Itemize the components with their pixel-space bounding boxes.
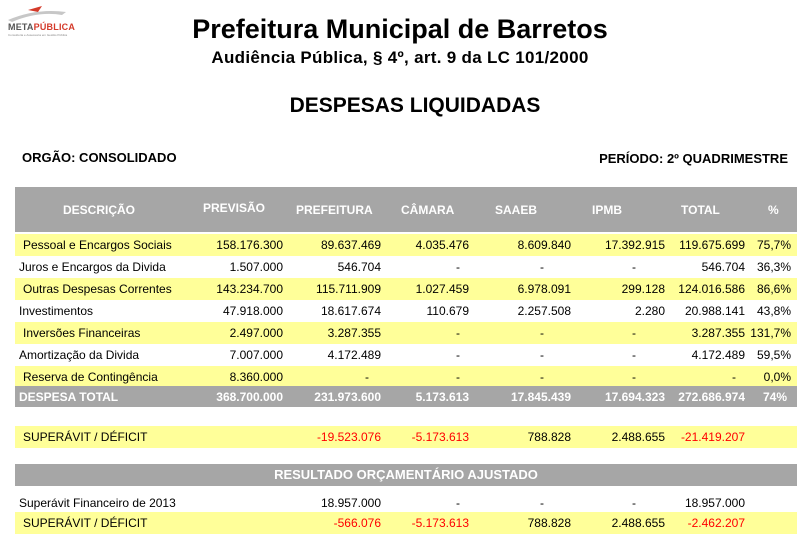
cell-descricao: Outras Despesas Correntes	[23, 282, 172, 296]
cell-total: -2.462.207	[687, 516, 745, 530]
cell-prefeitura: -566.076	[333, 516, 381, 530]
cell-descricao: SUPERÁVIT / DÉFICIT	[23, 516, 148, 530]
cell-descricao: SUPERÁVIT / DÉFICIT	[23, 430, 148, 444]
cell-prefeitura: 231.973.600	[314, 390, 381, 404]
cell-total: -21.419.207	[680, 430, 745, 444]
cell-ipmb: 2.488.655	[611, 516, 665, 530]
cell-saaeb: 6.978.091	[517, 282, 571, 296]
col-total: TOTAL	[681, 203, 720, 217]
cell-ipmb: -	[632, 348, 636, 362]
cell-ipmb: 2.488.655	[611, 430, 665, 444]
cell-ipmb: -	[632, 370, 636, 384]
page-subtitle: Audiência Pública, § 4º, art. 9 da LC 101/2000	[211, 48, 589, 67]
cell-total: 4.172.489	[691, 348, 745, 362]
cell-prefeitura: 18.957.000	[320, 496, 381, 510]
cell-saaeb: 8.609.840	[517, 238, 571, 252]
cell-prefeitura: 3.287.355	[327, 326, 381, 340]
table-row	[15, 492, 797, 514]
cell-saaeb: 2.257.508	[517, 304, 571, 318]
cell-camara: 110.679	[426, 304, 469, 318]
cell-descricao: Investimentos	[19, 304, 94, 318]
cell-camara: -	[456, 260, 460, 274]
cell-ipmb: 2.280	[634, 304, 665, 318]
cell-descricao: Superávit Financeiro de 2013	[19, 496, 176, 510]
total-row	[15, 386, 797, 407]
cell-pct: 75,7%	[756, 238, 791, 252]
cell-camara: -	[456, 348, 460, 362]
cell-camara: -	[456, 370, 460, 384]
cell-pct: 131,7%	[750, 326, 791, 340]
cell-previsao: 8.360.000	[229, 370, 283, 384]
logo-wordmark: METAPÚBLICA	[8, 22, 76, 32]
cell-prefeitura: 115.711.909	[316, 282, 381, 296]
cell-camara: -	[456, 326, 460, 340]
table-row	[15, 344, 797, 366]
cell-camara: 4.035.476	[415, 238, 469, 252]
table-row	[15, 322, 797, 344]
cell-pct: 43,8%	[756, 304, 791, 318]
col-ipmb: IPMB	[592, 203, 622, 217]
cell-total: 124.016.586	[678, 282, 745, 296]
cell-descricao: Pessoal e Encargos Sociais	[23, 238, 172, 252]
logo-tagline: Consultoria e Assessoria em Gestão Pública	[8, 33, 68, 37]
cell-previsao: 7.007.000	[229, 348, 283, 362]
cell-prefeitura: 89.637.469	[320, 238, 381, 252]
periodo-label: PERÍODO: 2º QUADRIMESTRE	[599, 151, 788, 166]
cell-total: 20.988.141	[684, 304, 745, 318]
cell-descricao: Reserva de Contingência	[23, 370, 158, 384]
cell-prefeitura: 4.172.489	[327, 348, 381, 362]
page-title: Prefeitura Municipal de Barretos	[192, 14, 608, 44]
cell-saaeb: 788.828	[527, 516, 571, 530]
cell-prefeitura: 18.617.674	[320, 304, 381, 318]
cell-previsao: 143.234.700	[216, 282, 283, 296]
orgao-label: ORGÃO: CONSOLIDADO	[22, 150, 177, 165]
cell-total: -	[732, 370, 736, 384]
cell-saaeb: -	[540, 496, 544, 510]
cell-prefeitura: -19.523.076	[316, 430, 381, 444]
cell-saaeb: 17.845.439	[510, 390, 571, 404]
cell-pct: 86,6%	[756, 282, 791, 296]
table-header	[15, 187, 797, 232]
cell-prefeitura: 546.704	[337, 260, 381, 274]
cell-descricao: DESPESA TOTAL	[19, 390, 119, 404]
cell-ipmb: -	[632, 496, 636, 510]
col-descricao: DESCRIÇÃO	[63, 203, 136, 217]
cell-pct: 0,0%	[763, 370, 791, 384]
cell-camara: -5.173.613	[411, 430, 469, 444]
ajustado-title: RESULTADO ORÇAMENTÁRIO AJUSTADO	[15, 464, 797, 486]
col-pct: %	[768, 203, 779, 217]
cell-saaeb: 788.828	[527, 430, 571, 444]
col-previsao: PREVISÃO	[203, 201, 266, 215]
table-row	[15, 300, 797, 322]
cell-saaeb: -	[540, 326, 544, 340]
cell-pct: 74%	[762, 390, 787, 404]
cell-pct: 59,5%	[756, 348, 791, 362]
cell-previsao: 1.507.000	[229, 260, 283, 274]
cell-ipmb: 17.694.323	[604, 390, 665, 404]
table-row	[15, 278, 797, 300]
cell-saaeb: -	[540, 348, 544, 362]
superavit-row	[15, 426, 797, 448]
cell-camara: 1.027.459	[415, 282, 469, 296]
col-camara: CÂMARA	[401, 203, 455, 217]
cell-saaeb: -	[540, 260, 544, 274]
cell-previsao: 47.918.000	[222, 304, 283, 318]
cell-pct: 36,3%	[756, 260, 791, 274]
cell-ipmb: -	[632, 326, 636, 340]
cell-descricao: Amortização da Divida	[19, 348, 140, 362]
cell-previsao: 158.176.300	[216, 238, 283, 252]
cell-total: 272.686.974	[678, 390, 745, 404]
superavit-ajustado-row	[15, 512, 797, 534]
cell-saaeb: -	[540, 370, 544, 384]
cell-descricao: Inversões Financeiras	[23, 326, 141, 340]
cell-previsao: 2.497.000	[229, 326, 283, 340]
cell-prefeitura: -	[365, 370, 369, 384]
cell-ipmb: 17.392.915	[604, 238, 665, 252]
section-title: DESPESAS LIQUIDADAS	[289, 94, 541, 117]
table-row	[15, 366, 797, 388]
cell-total: 3.287.355	[691, 326, 745, 340]
cell-previsao: 368.700.000	[216, 390, 283, 404]
cell-camara: -	[456, 496, 460, 510]
col-prefeitura: PREFEITURA	[296, 203, 373, 217]
cell-camara: 5.173.613	[415, 390, 469, 404]
cell-ipmb: -	[632, 260, 636, 274]
table-row	[15, 256, 797, 278]
cell-ipmb: 299.128	[621, 282, 665, 296]
col-saaeb: SAAEB	[495, 203, 538, 217]
cell-descricao: Juros e Encargos da Divida	[19, 260, 166, 274]
table-row	[15, 234, 797, 256]
cell-total: 119.675.699	[679, 238, 745, 252]
cell-total: 546.704	[701, 260, 745, 274]
cell-total: 18.957.000	[684, 496, 745, 510]
cell-camara: -5.173.613	[411, 516, 469, 530]
